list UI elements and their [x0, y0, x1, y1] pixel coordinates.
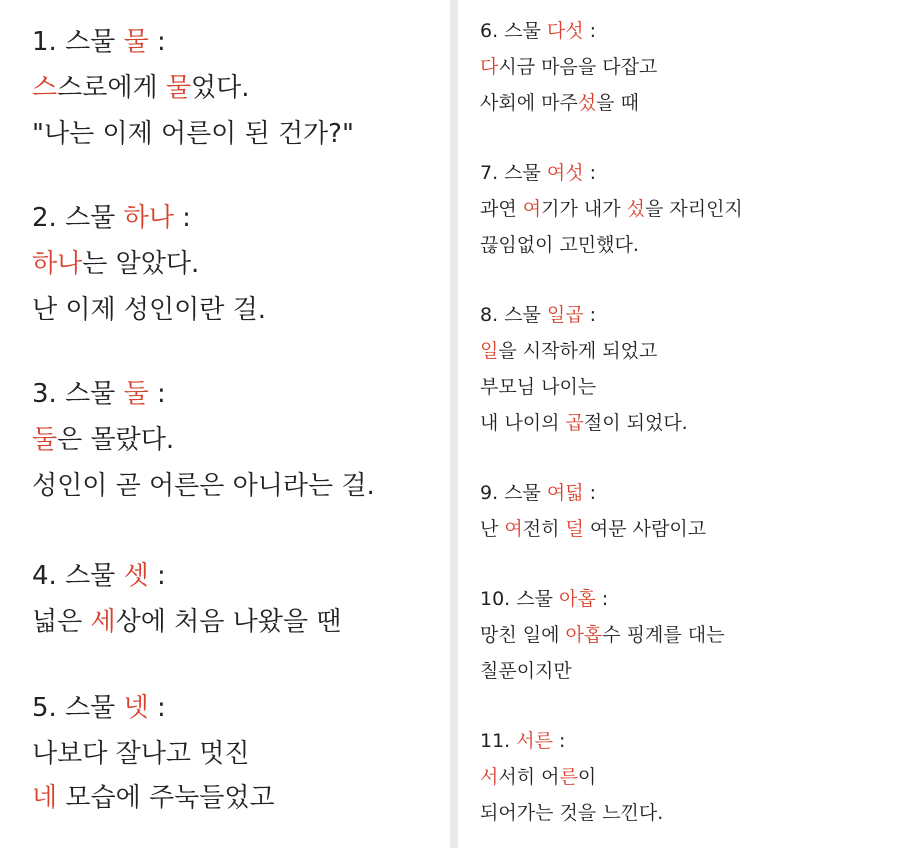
- section-heading: 5. 스물 넷 :: [32, 693, 166, 723]
- poem-line: 되어가는 것을 느낀다.: [480, 802, 664, 824]
- column-divider: [450, 0, 458, 848]
- section-heading: 9. 스물 여덟 :: [480, 482, 597, 504]
- section-heading: 2. 스물 하나 :: [32, 203, 191, 233]
- poem-line: 하나는 알았다.: [32, 249, 200, 279]
- poem-line: 다시금 마음을 다잡고: [480, 56, 658, 78]
- poem-line: 성인이 곧 어른은 아니라는 걸.: [32, 471, 375, 501]
- section-heading: 6. 스물 다섯 :: [480, 20, 597, 42]
- poem-line: 과연 여기가 내가 섰을 자리인지: [480, 198, 743, 220]
- poem-line: 부모님 나이는: [480, 376, 597, 398]
- poem-line: 서서히 어른이: [480, 766, 597, 788]
- poem-line: 둘은 몰랐다.: [32, 425, 175, 455]
- poem-line: 난 여전히 덜 여문 사람이고: [480, 518, 707, 540]
- poem-line: 내 나이의 곱절이 되었다.: [480, 412, 688, 434]
- poem-line: 망친 일에 아홉수 핑계를 대는: [480, 624, 725, 646]
- section-heading: 1. 스물 물 :: [32, 27, 166, 57]
- section-heading: 4. 스물 셋 :: [32, 561, 166, 591]
- poem-line: 난 이제 성인이란 걸.: [32, 295, 266, 325]
- poem-line: 사회에 마주섰을 때: [480, 92, 639, 114]
- section-heading: 11. 서른 :: [480, 730, 566, 752]
- section-heading: 10. 스물 아홉 :: [480, 588, 609, 610]
- poem-line: 넓은 세상에 처음 나왔을 땐: [32, 607, 342, 637]
- poem-line: 나보다 잘나고 멋진: [32, 739, 250, 769]
- poem-line: 스스로에게 물었다.: [32, 73, 250, 103]
- section-heading: 8. 스물 일곱 :: [480, 304, 597, 326]
- section-heading: 7. 스물 여섯 :: [480, 162, 597, 184]
- right-panel: [458, 0, 900, 848]
- poem-line: "나는 이제 어른이 된 건가?": [32, 119, 354, 149]
- poem-line: 네 모습에 주눅들었고: [32, 783, 275, 813]
- poem-line: 끊임없이 고민했다.: [480, 234, 639, 256]
- poem-line: 칠푼이지만: [480, 660, 572, 682]
- section-heading: 3. 스물 둘 :: [32, 379, 166, 409]
- poem-line: 일을 시작하게 되었고: [480, 340, 658, 362]
